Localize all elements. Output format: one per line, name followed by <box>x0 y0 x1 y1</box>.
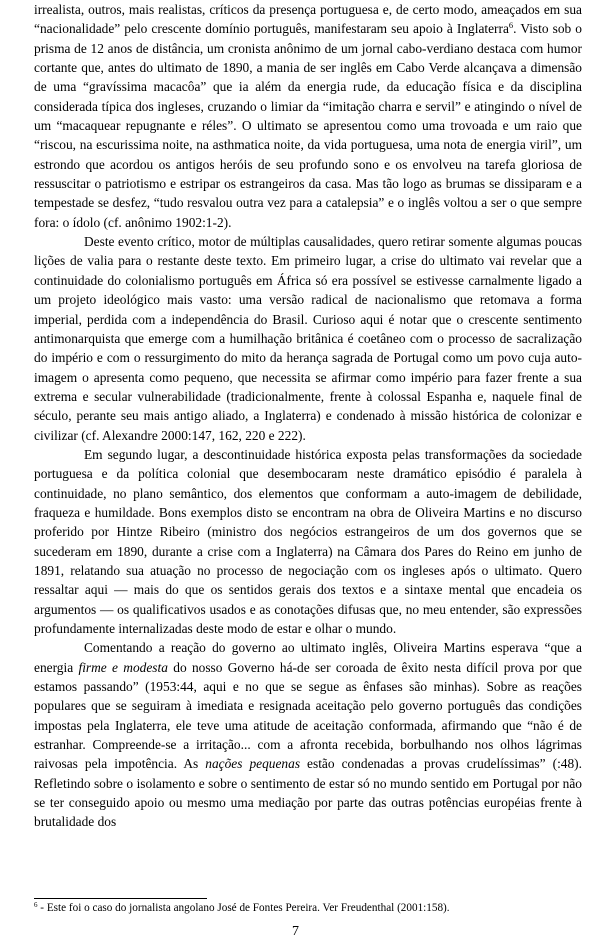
paragraph-1 <box>34 0 582 232</box>
text-run: Comentando a reação do governo ao ultimato inglês, Oliveira Martins esperava “que a energia <box>34 640 582 675</box>
emphasis: nações pequenas <box>205 756 301 772</box>
footnote-reference: 6 <box>508 20 514 31</box>
text-run: Em segundo lugar, a descontinuidade histórica exposta pelas transformações da sociedade portuguesa e da política colonial que desembocaram neste dramático episódio é paralela à continuidade, no plano semântico, dos elementos que conformam a auto-imagem de debilidade, fraqueza e humildade. Bons exemplos disto se encontram na obra de Oliveira Martins e no discurso proferido por Hintze Ribeiro (ministro dos negócios estrangeiros de um dos governos que se sucederam em 1890, durante a crise com a Inglaterra) na Câmara dos Pares do Reino em junho de 1891, relatando sua atuação no processo de negociação com os ingleses após o ultimato. Quero ressaltar aqui — mais do que os sentidos gerais dos textos e a sintaxe mental que encadeia os argumentos — os qualificativos usados e as conotações difusas que, no meu entender, são expressões profundamente internalizadas deste modo de estar e olhar o mundo. <box>34 446 582 636</box>
page-number: 7 <box>292 924 299 939</box>
footnote-text: - Este foi o caso do jornalista angolano José de Fontes Pereira. Ver Freudenthal (2001:158). <box>37 902 450 914</box>
text-run: Deste evento crítico, motor de múltiplas causalidades, quero retirar somente algumas poucas lições de valia para o restante deste texto. Em primeiro lugar, a crise do ultimato vai revelar que a continuidade do colonialismo português em África só era possível se estivesse carnalmente ligado a um projeto ideológico mais vasto: uma versão radical de nacionalismo que retomava a forma imperial, perdida com a independência do Brasil. Curioso aqui é notar que o crescente sentimento antimonarquista que emerge com a humilhação britânica é coetâneo com o processo de sacralização do império e com o ressurgimento do mito da herança sagrada de Portugal como um povo cuja auto-imagem o apresenta como pequeno, que necessita se afirmar como império para fazer frente a sua extrema e secular vulnerabilidade (tradicionalmente, frente à colossal Espanha e, naquele final de século, perante seu mais antigo aliado, a Inglaterra) e condenado à missão histórica de colonizar e civilizar (cf. Alexandre 2000:147, 162, 220 e 222). <box>34 234 582 443</box>
emphasis: firme e modesta <box>78 659 168 675</box>
paragraph-3 <box>34 445 582 638</box>
text-run: . Visto sob o prisma de 12 anos de distância, um cronista anônimo de um jornal cabo-verdiano destaca com humor cortante que, antes do ultimato de 1890, a mania de ser inglês em Cabo Verde alcançava a dimensão de uma “gravíssima macacôa” que ia além da energia rude, da educação física e da disciplina considerada típica dos ingleses, cruzando o limiar da “imitação charra e servil” e atingindo o nível de um “macaquear repugnante e réles”. O ultimato se apresentou como uma trovoada e um raio que “riscou, na escurissima noite, na asthmatica noite, da vida portuguesa, uma nota de energia viril”, um estrondo que acordou os antigos heróis de seu profundo sono e os envolveu na tarefa gloriosa de ressuscitar o patriotismo e estripar os estrangeiros da casa. Mas tão logo as brumas se dissiparam e a tempestade se desfez, “tudo resvalou outra vez para a catalepsia” e o inglês voltou a ser o que sempre fora: o ídolo (cf. anônimo 1902:1-2). <box>34 21 582 230</box>
footnote-separator <box>34 898 207 899</box>
text-run: irrealista, outros, mais realistas, críticos da presença portuguesa e, de certo modo, ameaçados em sua “nacionalidade” pelo crescente domínio português, manifestaram seu apoio à Inglaterra <box>34 2 582 37</box>
text-run: do nosso Governo há-de ser coroada de êxito nesta difícil prova por que estamos passando” (1953:44, aqui e no que se segue as ênfases são minhas). Sobre as reações populares que se seguiram à imediata e resignada aceitação pelo governo português das condições impostas pela Inglaterra, ele teve uma atitude de aceitação conformada, afirmando que “não é de estranhar. Compreende-se a irritação... com a afronta recebida, borbulhando nos olhos lágrimas raivosas pela impotência. As <box>34 659 582 772</box>
paragraph-4 <box>34 638 582 831</box>
main-text <box>34 0 582 832</box>
footnote-marker: 6 <box>34 901 38 909</box>
text-run: estão condenadas a provas crudelíssimas” (:48). Refletindo sobre o isolamento e sobre o sentimento de estar só no mundo sentido em Portugal por não se ter conseguido apoio ou mesmo uma mediação por parte das outras potências européias frente à brutalidade dos <box>34 756 582 830</box>
paragraph-2 <box>34 232 582 445</box>
footnote-6 <box>34 901 582 915</box>
